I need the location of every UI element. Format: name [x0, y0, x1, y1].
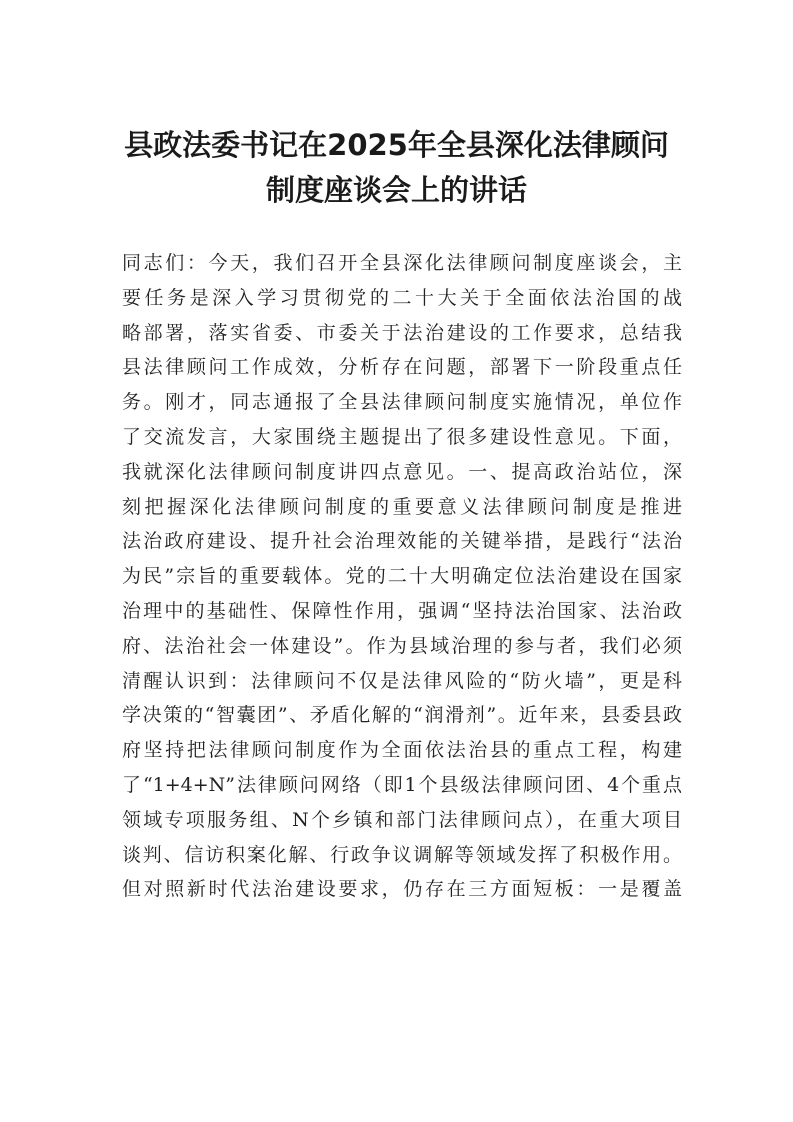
body-line: 刻把握深化法律顾问制度的重要意义法律顾问制度是推进 [122, 495, 682, 518]
body-line: 治理中的基础性、保障性作用，强调“坚持法治国家、法治政 [122, 599, 682, 622]
body-line: 府、法治社会一体建设”。作为县域治理的参与者，我们必须 [122, 634, 682, 657]
body-line: 府坚持把法律顾问制度作为全面依法治县的重点工程，构建 [122, 739, 682, 762]
body-line: 要任务是深入学习贯彻党的二十大关于全面依法治国的战 [122, 286, 682, 309]
document-body [122, 246, 682, 907]
body-line: 同志们：今天，我们召开全县深化法律顾问制度座谈会，主 [122, 252, 682, 274]
body-line: 县法律顾问工作成效，分析存在问题，部署下一阶段重点任 [122, 356, 682, 379]
body-line: 领域专项服务组、N个乡镇和部门法律顾问点），在重大项目 [122, 808, 682, 831]
body-line: 学决策的“智囊团”、矛盾化解的“润滑剂”。近年来，县委县政 [122, 704, 682, 727]
body-line: 我就深化法律顾问制度讲四点意见。一、提高政治站位，深 [122, 460, 682, 483]
body-line: 略部署，落实省委、市委关于法治建设的工作要求，总结我 [122, 321, 682, 344]
body-line: 法治政府建设、提升社会治理效能的关键举措，是践行“法治 [122, 530, 682, 553]
body-line: 清醒认识到：法律顾问不仅是法律风险的“防火墙”，更是科 [122, 669, 682, 692]
body-line: 了“1+4+N”法律顾问网络（即1个县级法律顾问团、4个重点 [122, 773, 682, 796]
body-line: 但对照新时代法治建设要求，仍存在三方面短板：一是覆盖 [122, 878, 682, 901]
document-title-line-2: 制度座谈会上的讲话 [265, 173, 527, 207]
body-line: 谈判、信访积案化解、行政争议调解等领域发挥了积极作用。 [122, 843, 682, 866]
document-title-line-1: 县政法委书记在2025年全县深化法律顾问 [124, 128, 669, 162]
body-line: 了交流发言，大家围绕主题提出了很多建设性意见。下面， [122, 425, 682, 448]
body-line: 务。刚才，同志通报了全县法律顾问制度实施情况，单位作 [122, 391, 682, 414]
body-line: 为民”宗旨的重要载体。党的二十大明确定位法治建设在国家 [122, 565, 682, 588]
